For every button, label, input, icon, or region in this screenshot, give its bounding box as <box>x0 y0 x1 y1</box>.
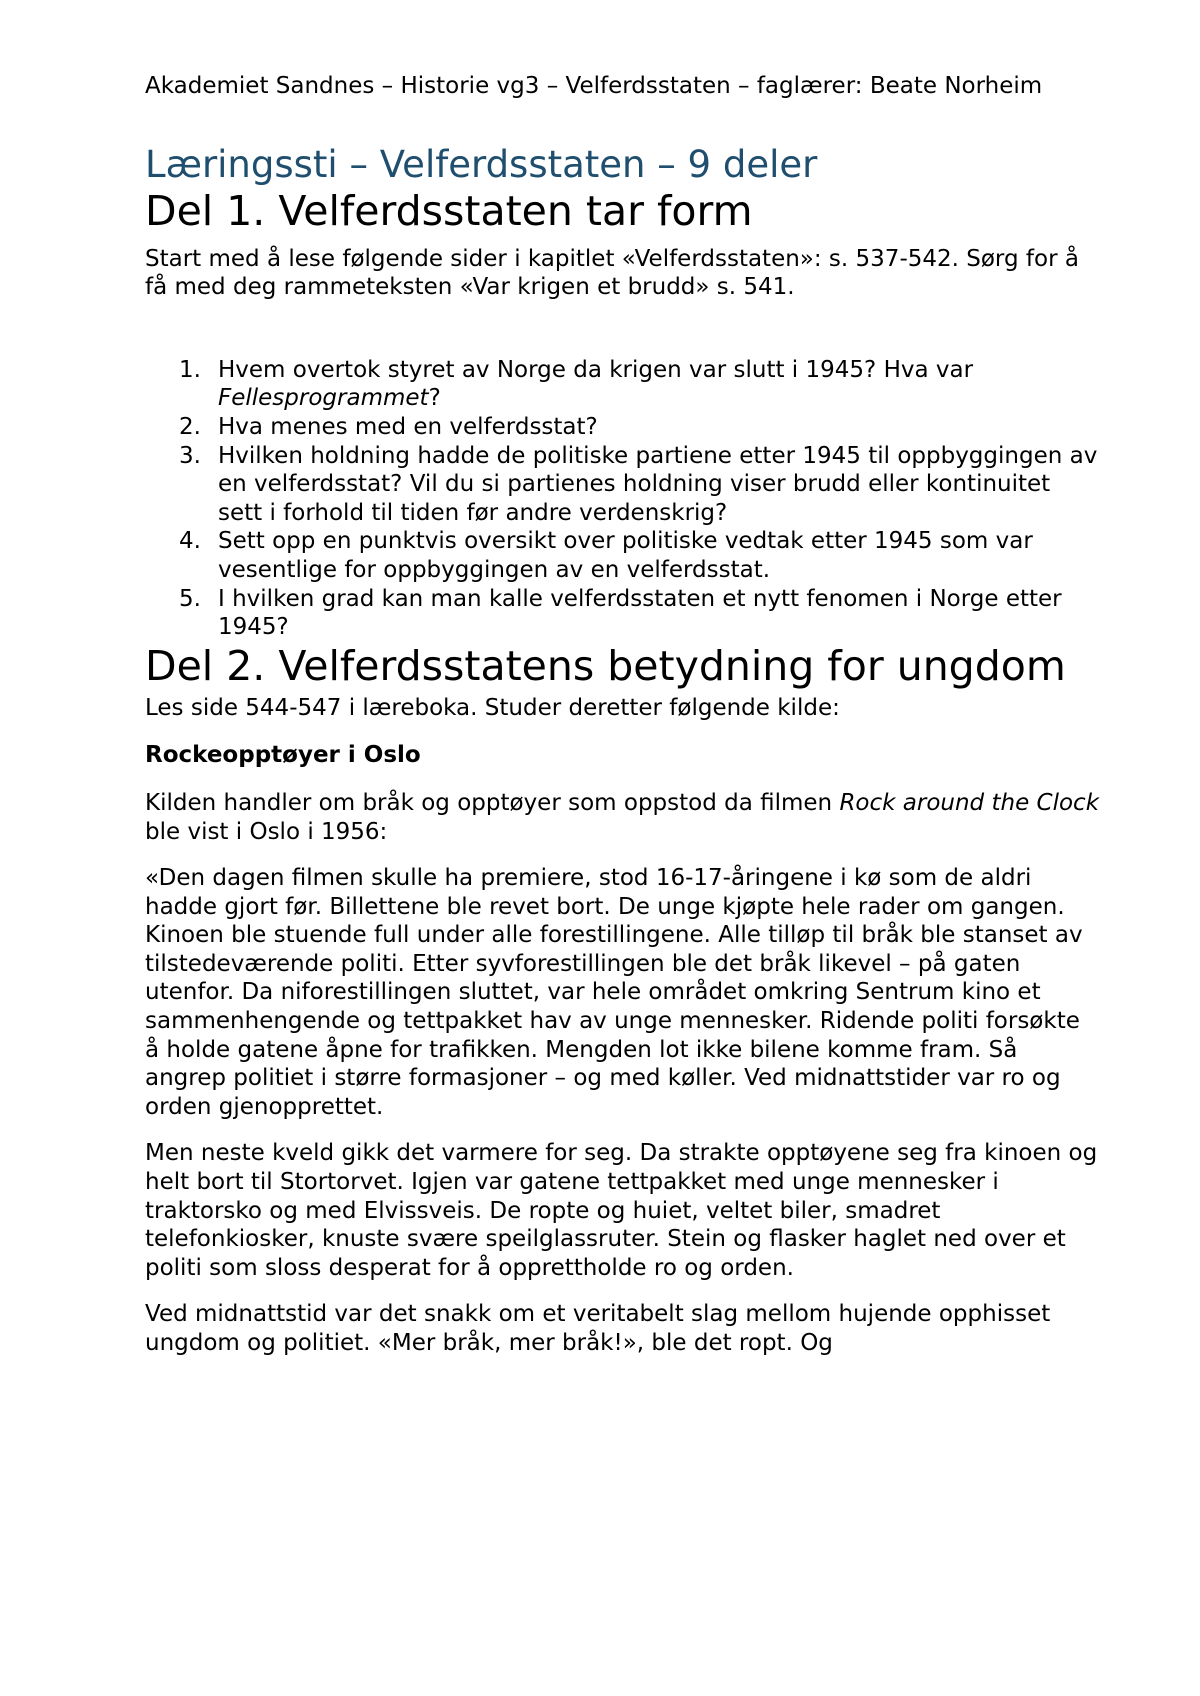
question-number: 5. <box>179 585 201 612</box>
film-title: Rock around the Clock <box>839 789 1100 816</box>
section-1-heading: Del 1. Velferdsstaten tar form <box>145 186 753 235</box>
question-item <box>179 527 1100 584</box>
section-1-intro: Start med å lese følgende sider i kapitlet «Velferdsstaten»: s. 537-542. Sørg for å få med deg rammeteksten «Var krigen et brudd» s. 541. <box>145 245 1079 301</box>
question-number: 2. <box>179 413 201 440</box>
question-item <box>179 585 1100 642</box>
question-text: Sett opp en punktvis oversikt over politiske vedtak etter 1945 som var vesentlige for oppbyggingen av en velferdsstat. <box>218 528 1033 583</box>
question-item <box>179 413 1100 442</box>
question-text-part: Hvem overtok styret av Norge da krigen var slutt i 1945? Hva var <box>218 356 974 383</box>
question-text <box>218 356 1100 413</box>
header-line: Akademiet Sandnes – Historie vg3 – Velferdsstaten – faglærer: Beate Norheim <box>145 73 1043 99</box>
question-text: Hvilken holdning hadde de politiske partiene etter 1945 til oppbyggingen av en velferdsstat? Vil du si partienes holdning viser brudd eller kontinuitet sett i forhold til tiden før andre verdenskrig? <box>218 442 1098 526</box>
quote-paragraph-1: «Den dagen filmen skulle ha premiere, stod 16-17-åringene i kø som de aldri hadde gjort før. Billettene ble revet bort. De unge kjøpte hele rader om gangen. Kinoen ble stuende full under alle forestillingene. Alle tilløp til bråk ble stanset av tilstedeværende politi. Etter syvforestillingen ble det bråk likevel – på gaten utenfor. Da niforestillingen sluttet, var hele området omkring Sentrum kino et sammenhengende og tettpakket hav av unge mennesker. Ridende politi forsøkte å holde gatene åpne for trafikken. Mengden lot ikke bilene komme fram. Så angrep politiet i større formasjoner – og med køller. Ved midnattstider var ro og orden gjenopprettet. <box>145 865 1083 1120</box>
section-2-intro: Les side 544-547 i læreboka. Studer deretter følgende kilde: <box>145 694 840 721</box>
question-text-part: ? <box>428 385 441 412</box>
question-number: 1. <box>179 356 201 383</box>
question-text: Hva menes med en velferdsstat? <box>218 413 598 440</box>
section-2-heading: Del 2. Velferdsstatens betydning for ungdom <box>145 641 1066 690</box>
source-context <box>145 789 1100 846</box>
question-number: 4. <box>179 528 201 555</box>
question-emphasis: Fellesprogrammet <box>218 385 429 412</box>
page-title: Læringssti – Velferdsstaten – 9 deler <box>145 142 818 186</box>
question-number: 3. <box>179 442 201 469</box>
quote-paragraph-2: Men neste kveld gikk det varmere for seg. Da strakte opptøyene seg fra kinoen og helt bort til Stortorvet. Igjen var gatene tettpakket med unge mennesker i traktorsko og med Elvissveis. De ropte og huiet, veltet biler, smadret telefonkiosker, knuste svære speilglassruter. Stein og flasker haglet ned over et politi som sloss desperat for å opprettholde ro og orden. <box>145 1140 1098 1281</box>
question-item <box>179 356 1100 413</box>
question-list <box>145 356 1100 642</box>
quote-paragraph-3: Ved midnattstid var det snakk om et veritabelt slag mellom hujende opphisset ungdom og politiet. «Mer bråk, mer bråk!», ble det ropt. Og <box>145 1301 1051 1356</box>
question-text: I hvilken grad kan man kalle velferdsstaten et nytt fenomen i Norge etter 1945? <box>218 585 1062 641</box>
source-title: Rockeopptøyer i Oslo <box>145 742 421 769</box>
source-context-part: Kilden handler om bråk og opptøyer som oppstod da filmen <box>145 789 840 816</box>
question-item <box>179 442 1100 528</box>
source-context-part: ble vist i Oslo i 1956: <box>145 818 388 845</box>
